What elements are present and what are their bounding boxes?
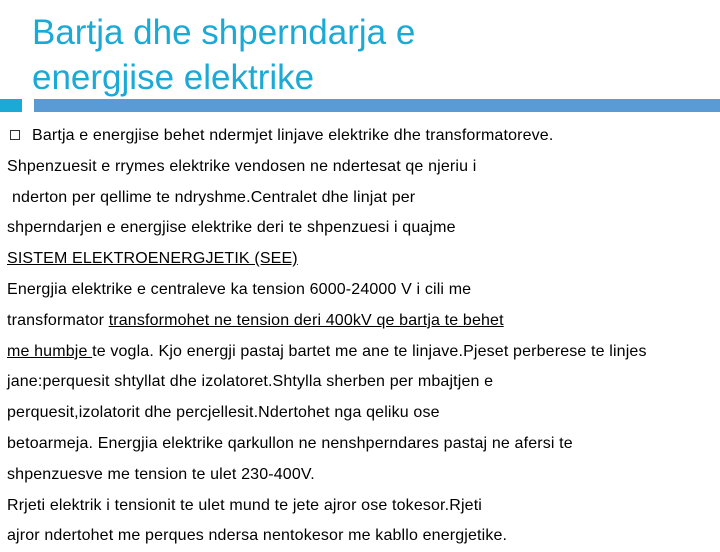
- slide-title-line-1: Bartja dhe shperndarja e: [32, 13, 416, 52]
- body-line: [7, 306, 719, 337]
- body-line: ajror ndertohet me perques ndersa nentokesor me kabllo energjetike.: [7, 527, 508, 545]
- body-line: nderton per qellime te ndryshme.Centralet dhe linjat per: [12, 188, 416, 206]
- body-text-underlined: me humbje: [7, 342, 93, 360]
- body-line: Bartja e energjise behet ndermjet linjave elektrike dhe transformatoreve.: [32, 127, 554, 144]
- body-line: shperndarjen e energjise elektrike deri te shpenzuesi i quajme: [7, 219, 456, 237]
- body-text-underlined: transformohet ne tension deri 400kV qe bartja te behet: [108, 311, 504, 329]
- body-line: Shpenzuesit e rrymes elektrike vendosen ne ndertesat qe njeriu i: [7, 157, 477, 175]
- body-line: betoarmeja. Energjia elektrike qarkullon ne nenshperndares pastaj ne afersi te: [7, 434, 573, 452]
- body-line: shpenzuesve me tension te ulet 230-400V.: [7, 465, 315, 483]
- body-line: perquesit,izolatorit dhe percjellesit.Ndertohet nga qeliku ose: [7, 404, 440, 422]
- divider-bar-right: [34, 99, 720, 112]
- body-text-segment: te vogla. Kjo energji pastaj bartet me ane te linjave.Pjeset perberese te linjes: [92, 342, 647, 360]
- slide-title: [32, 10, 415, 100]
- slide-title-line-2: energjise elektrike: [32, 58, 315, 97]
- title-divider-bar: [0, 99, 720, 112]
- body-line: jane:perquesit shtyllat dhe izolatoret.Shtylla sherben per mbajtjen e: [7, 373, 494, 391]
- body-line: Rrjeti elektrik i tensionit te ulet mund te jete ajror ose tokesor.Rjeti: [7, 496, 483, 514]
- body-line: Energjia elektrike e centraleve ka tension 6000-24000 V i cili me: [7, 280, 472, 298]
- divider-bar-left: [0, 99, 22, 112]
- body-line-underlined: SISTEM ELEKTROENERGJETIK (SEE): [7, 250, 298, 268]
- body-line: [7, 337, 719, 368]
- body-text-segment: transformator: [7, 311, 109, 329]
- slide-body: [7, 121, 719, 552]
